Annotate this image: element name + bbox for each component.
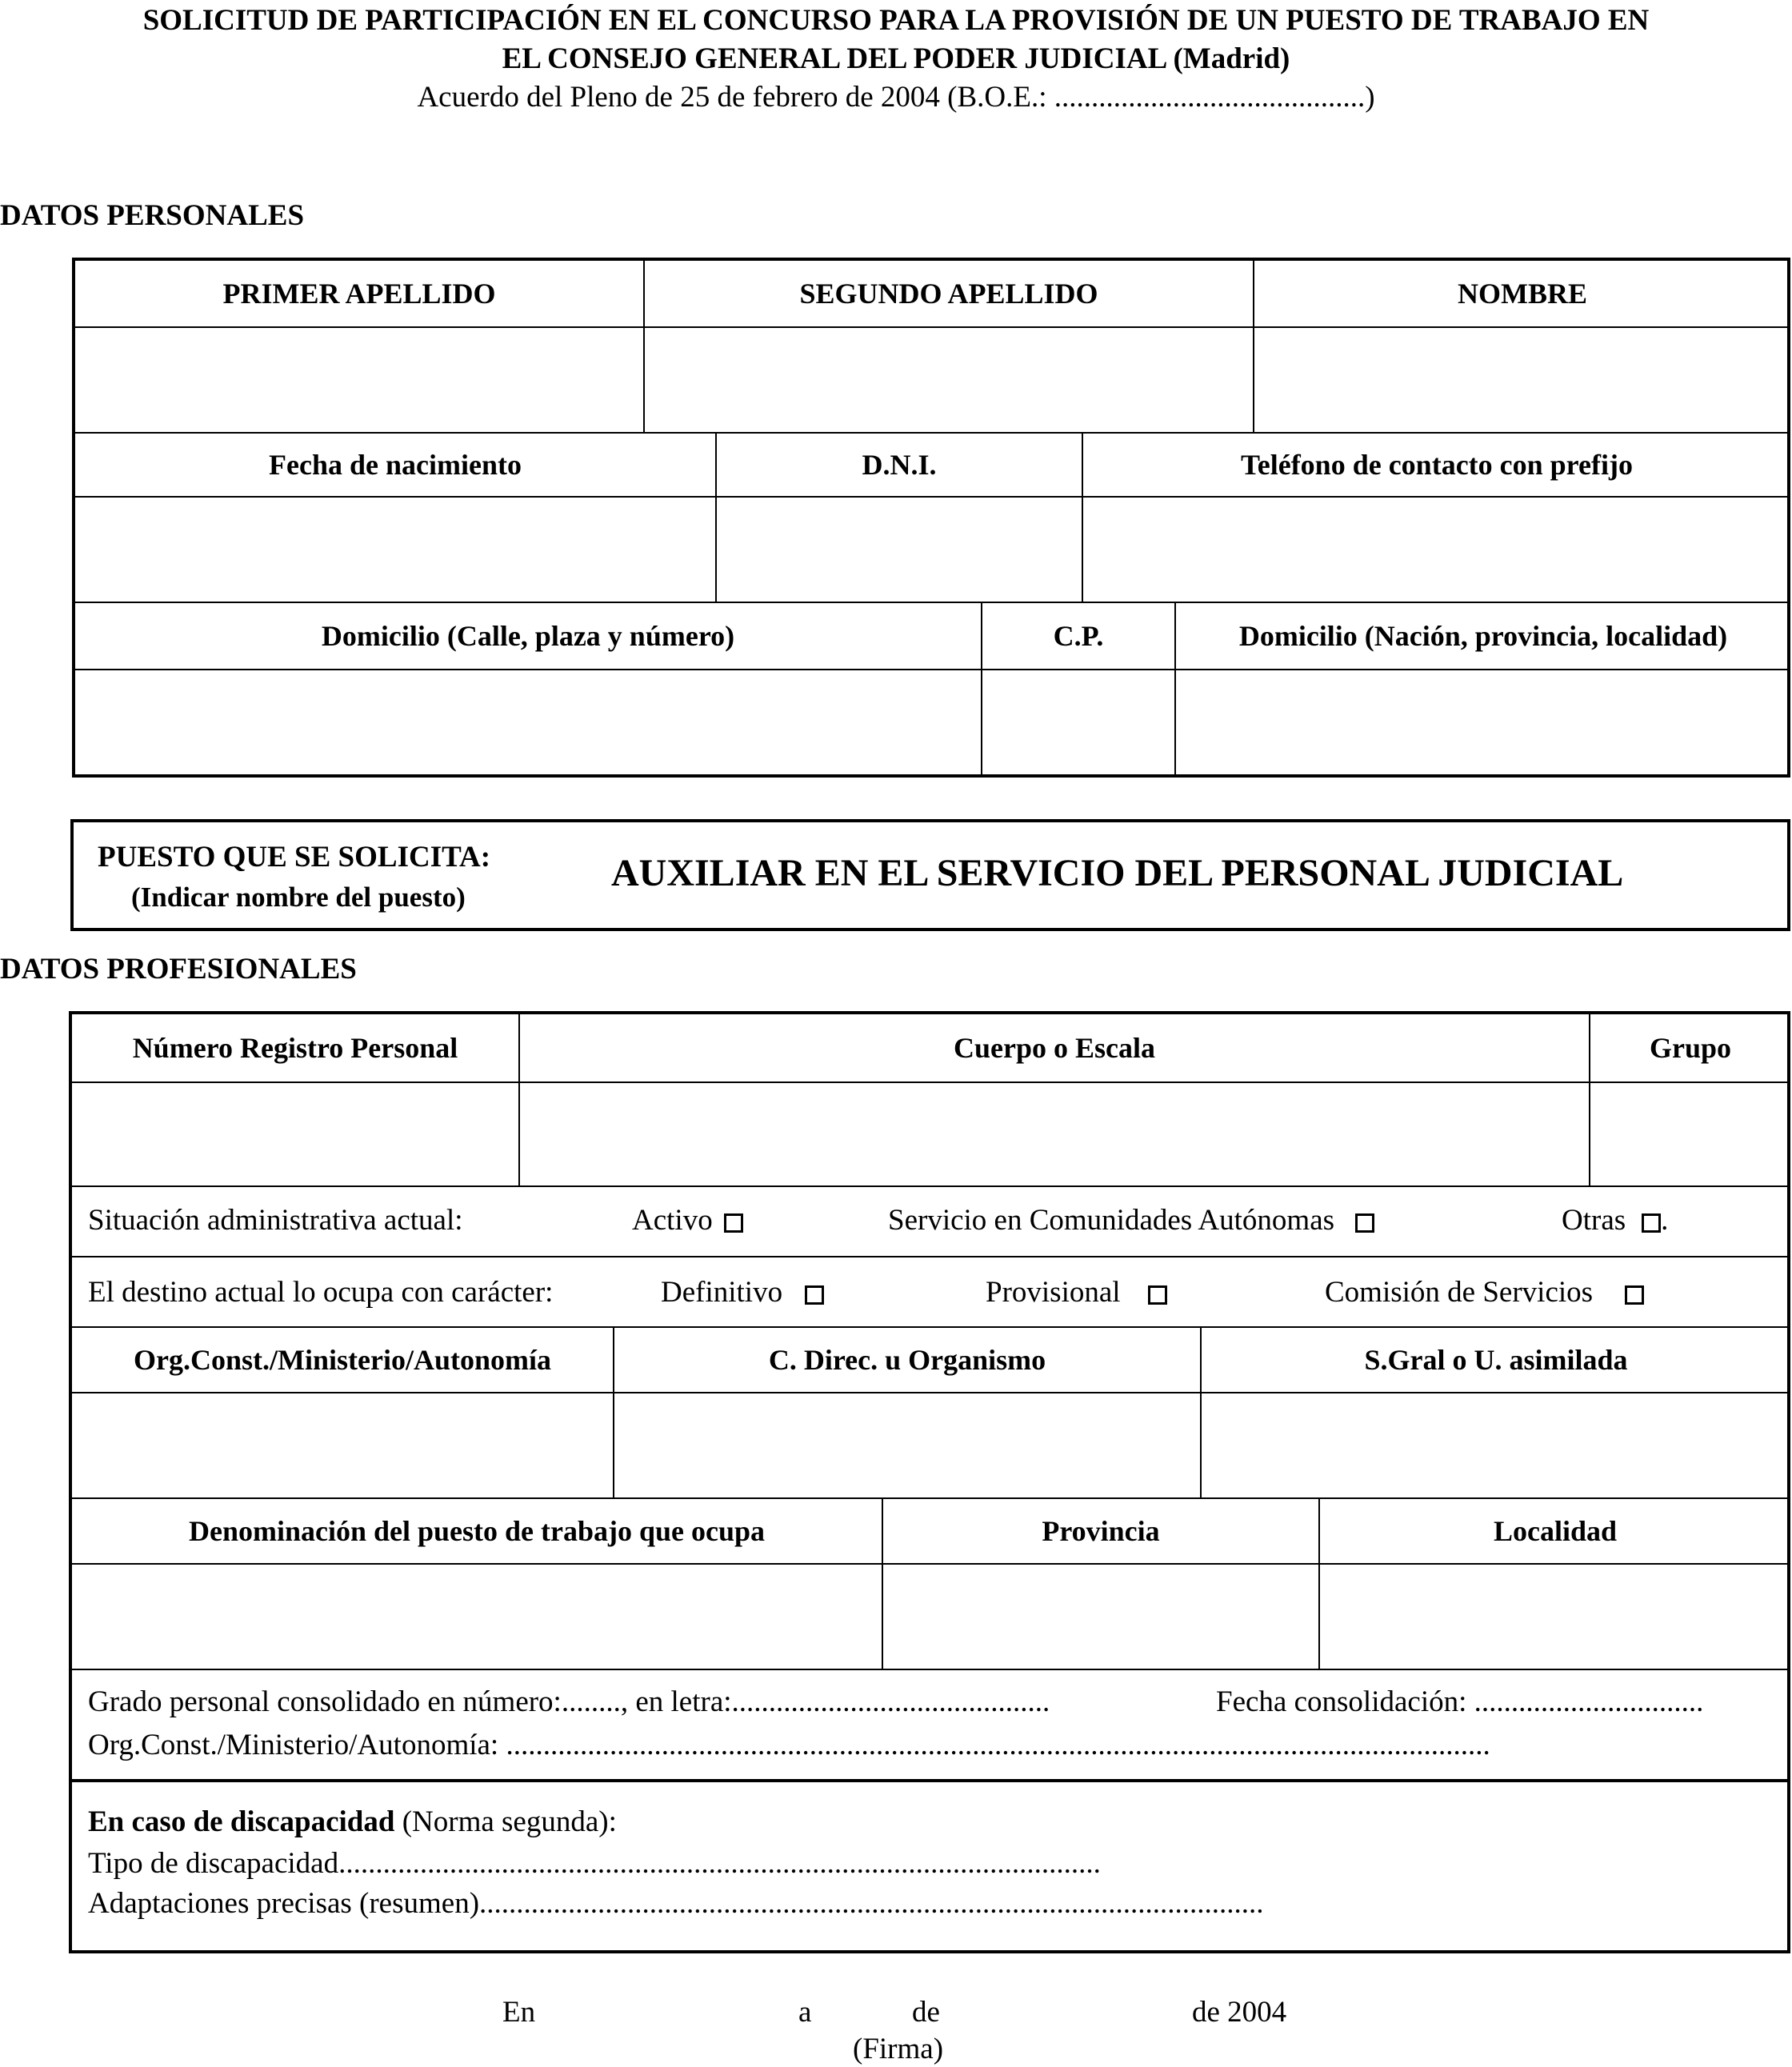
activo-label: Activo xyxy=(632,1204,713,1237)
otras-checkbox[interactable] xyxy=(1642,1213,1661,1233)
grado-org-line[interactable]: Org.Const./Ministerio/Autonomía: ..................................................................................................................................... xyxy=(88,1729,1490,1761)
provisional-label: Provisional xyxy=(986,1276,1121,1309)
grupo-field[interactable] xyxy=(1590,1083,1790,1187)
header-localidad: Localidad xyxy=(1320,1499,1790,1565)
puesto-hint: (Indicar nombre del puesto) xyxy=(131,882,466,913)
cp-field[interactable] xyxy=(982,670,1176,774)
footer-en: En xyxy=(502,1996,536,2029)
cuerpo-escala-field[interactable] xyxy=(520,1083,1590,1187)
footer-a: a xyxy=(798,1996,812,2029)
footer-de: de xyxy=(912,1996,940,2029)
footer-firma: (Firma) xyxy=(853,2033,944,2065)
definitivo-checkbox[interactable] xyxy=(805,1285,824,1305)
domicilio-calle-field[interactable] xyxy=(75,670,982,774)
destino-provisional xyxy=(986,1275,1167,1309)
personal-data-table xyxy=(72,258,1790,778)
tipo-discapacidad-line[interactable]: Tipo de discapacidad....................................................................................................... xyxy=(88,1847,1101,1880)
destino-label: El destino actual lo ocupa con carácter: xyxy=(88,1276,554,1309)
puesto-label: PUESTO QUE SE SOLICITA: xyxy=(98,841,491,874)
activo-checkbox[interactable] xyxy=(724,1213,743,1233)
puesto-box xyxy=(70,819,1790,931)
situacion-label: Situación administrativa actual: xyxy=(88,1204,463,1237)
header-segundo-apellido: SEGUNDO APELLIDO xyxy=(645,261,1254,328)
situacion-activo xyxy=(632,1203,743,1237)
comunidades-label: Servicio en Comunidades Autónomas xyxy=(888,1204,1335,1237)
denominacion-field[interactable] xyxy=(72,1565,883,1670)
situacion-otras xyxy=(1562,1203,1668,1237)
otras-label: Otras xyxy=(1562,1204,1626,1237)
org-const-field[interactable] xyxy=(72,1393,614,1499)
situacion-row xyxy=(72,1187,1790,1257)
telefono-field[interactable] xyxy=(1083,498,1790,603)
form-title-line1: SOLICITUD DE PARTICIPACIÓN EN EL CONCURSO PARA LA PROVISIÓN DE UN PUESTO DE TRABAJO EN xyxy=(142,4,1650,37)
form-title-line2: EL CONSEJO GENERAL DEL PODER JUDICIAL (Madrid) xyxy=(502,42,1290,75)
provincia-field[interactable] xyxy=(883,1565,1320,1670)
comision-label: Comisión de Servicios xyxy=(1325,1276,1594,1309)
fecha-consolidacion-line[interactable]: Fecha consolidación: ............................... xyxy=(1216,1685,1704,1718)
header-dni: D.N.I. xyxy=(717,434,1083,498)
fecha-nacimiento-field[interactable] xyxy=(75,498,717,603)
header-domicilio-nacion: Domicilio (Nación, provincia, localidad) xyxy=(1176,603,1790,670)
header-grupo: Grupo xyxy=(1590,1014,1790,1083)
discapacidad-norma: (Norma segunda): xyxy=(394,1805,617,1838)
adaptaciones-line[interactable]: Adaptaciones precisas (resumen).......................................................................................................... xyxy=(88,1887,1264,1920)
grado-block xyxy=(72,1670,1790,1782)
header-nombre: NOMBRE xyxy=(1254,261,1790,328)
grado-line[interactable]: Grado personal consolidado en número:........, en letra:........................................... xyxy=(88,1685,1050,1718)
header-primer-apellido: PRIMER APELLIDO xyxy=(75,261,645,328)
situacion-comunidades xyxy=(888,1203,1374,1237)
definitivo-label: Definitivo xyxy=(661,1276,783,1309)
section-datos-personales: DATOS PERSONALES xyxy=(0,199,305,232)
comision-checkbox[interactable] xyxy=(1625,1285,1644,1305)
localidad-field[interactable] xyxy=(1320,1565,1790,1670)
s-gral-field[interactable] xyxy=(1202,1393,1790,1499)
header-numero-registro: Número Registro Personal xyxy=(72,1014,520,1083)
destino-definitivo xyxy=(661,1275,824,1309)
discapacidad-bold: En caso de discapacidad xyxy=(88,1805,395,1838)
c-direc-field[interactable] xyxy=(614,1393,1202,1499)
header-domicilio-calle: Domicilio (Calle, plaza y número) xyxy=(75,603,982,670)
otras-suffix: . xyxy=(1661,1204,1669,1237)
nombre-field[interactable] xyxy=(1254,328,1790,434)
header-cp: C.P. xyxy=(982,603,1176,670)
provisional-checkbox[interactable] xyxy=(1148,1285,1167,1305)
section-datos-profesionales: DATOS PROFESIONALES xyxy=(0,953,357,986)
puesto-value: AUXILIAR EN EL SERVICIO DEL PERSONAL JUDICIAL xyxy=(611,852,1624,894)
header-fecha-nacimiento: Fecha de nacimiento xyxy=(75,434,717,498)
header-provincia: Provincia xyxy=(883,1499,1320,1565)
numero-registro-field[interactable] xyxy=(72,1083,520,1187)
form-subtitle: Acuerdo del Pleno de 25 de febrero de 2004 (B.O.E.: ..........................................) xyxy=(417,81,1375,114)
destino-comision xyxy=(1325,1275,1644,1309)
professional-data-table xyxy=(69,1011,1790,1953)
header-cuerpo-escala: Cuerpo o Escala xyxy=(520,1014,1590,1083)
discapacidad-block xyxy=(72,1782,1790,1950)
primer-apellido-field[interactable] xyxy=(75,328,645,434)
header-c-direc: C. Direc. u Organismo xyxy=(614,1328,1202,1393)
comunidades-checkbox[interactable] xyxy=(1355,1213,1374,1233)
footer-year: de 2004 xyxy=(1192,1996,1287,2029)
header-denominacion: Denominación del puesto de trabajo que ocupa xyxy=(72,1499,883,1565)
domicilio-nacion-field[interactable] xyxy=(1176,670,1790,774)
header-org-const: Org.Const./Ministerio/Autonomía xyxy=(72,1328,614,1393)
discapacidad-heading xyxy=(88,1805,617,1839)
dni-field[interactable] xyxy=(717,498,1083,603)
header-s-gral: S.Gral o U. asimilada xyxy=(1202,1328,1790,1393)
segundo-apellido-field[interactable] xyxy=(645,328,1254,434)
destino-row xyxy=(72,1257,1790,1328)
header-telefono: Teléfono de contacto con prefijo xyxy=(1083,434,1790,498)
